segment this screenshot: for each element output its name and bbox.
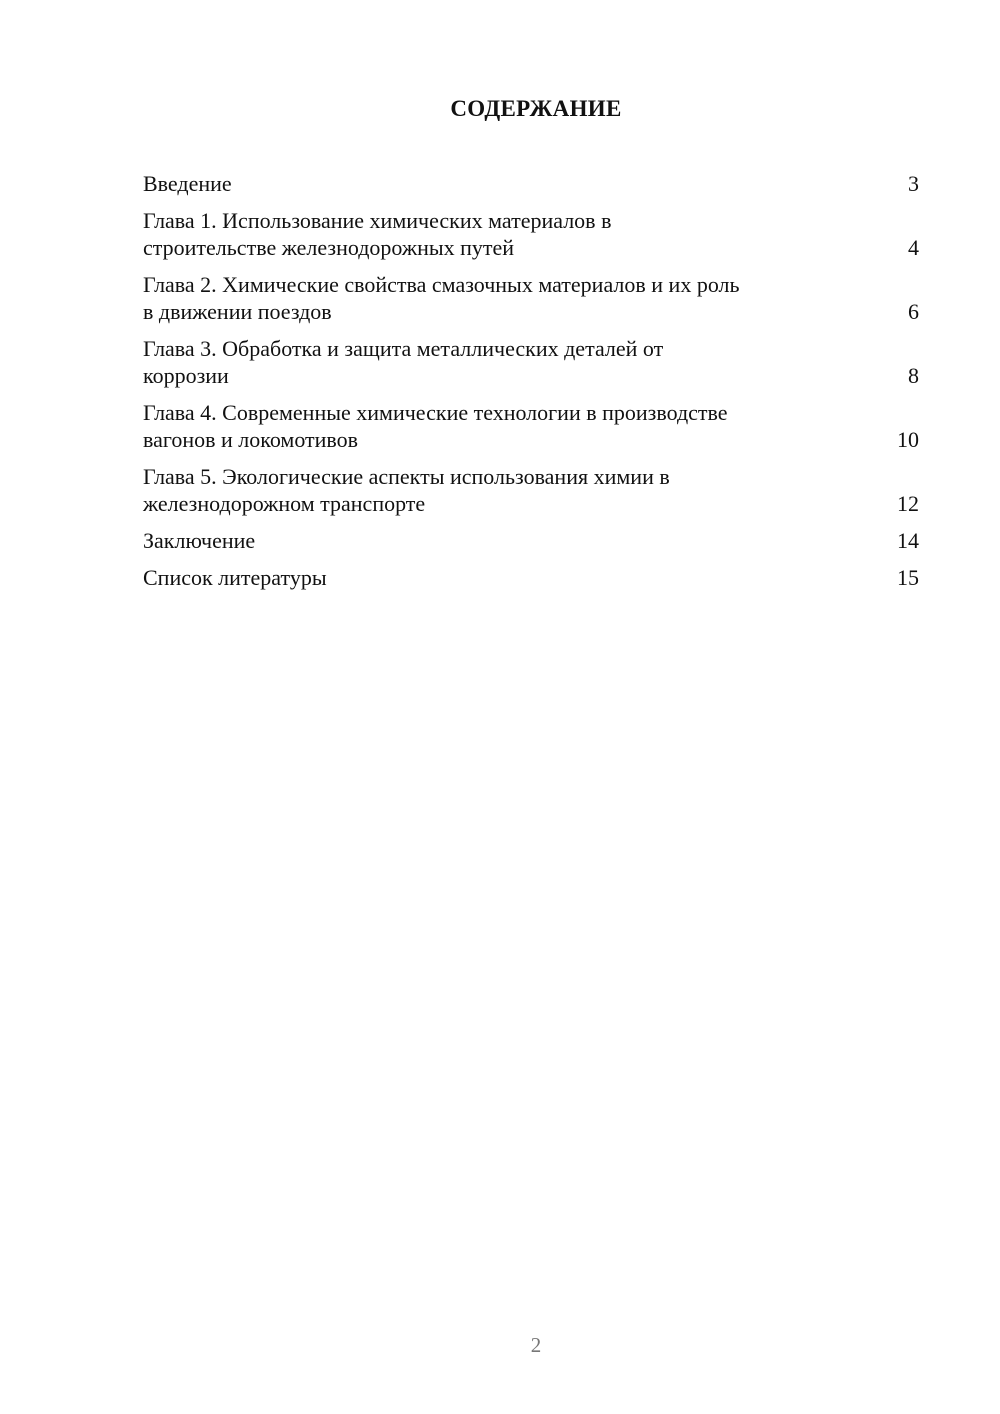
toc-entry-conclusion [143, 527, 919, 554]
toc-entry-text: Глава 5. Экологические аспекты использования химии в железнодорожном транспорте [143, 464, 670, 516]
toc-entry-chapter-1 [143, 207, 919, 261]
toc-entry-page: 12 [897, 491, 919, 516]
toc-entry-page: 14 [897, 528, 919, 553]
toc-entry-text: Введение [143, 171, 232, 196]
toc-entry-chapter-4 [143, 399, 919, 453]
toc-entry-text: Заключение [143, 528, 256, 553]
table-of-contents [143, 170, 919, 601]
toc-entry-chapter-2 [143, 271, 919, 325]
toc-entry-introduction [143, 170, 919, 197]
toc-entry-page: 15 [897, 565, 919, 590]
page-title: СОДЕРЖАНИЕ [450, 96, 622, 121]
toc-entry-chapter-5 [143, 463, 919, 517]
toc-entry-text: Глава 4. Современные химические технологии в производстве вагонов и локомотивов [143, 400, 728, 452]
toc-entry-text: Глава 2. Химические свойства смазочных материалов и их роль в движении поездов [143, 272, 740, 324]
toc-entry-chapter-3 [143, 335, 919, 389]
toc-entry-page: 3 [908, 171, 919, 196]
toc-entry-page: 6 [908, 299, 919, 324]
toc-entry-text: Список литературы [143, 565, 327, 590]
toc-entry-page: 4 [908, 235, 919, 260]
toc-entry-references [143, 564, 919, 591]
toc-entry-page: 10 [897, 427, 919, 452]
toc-entry-text: Глава 3. Обработка и защита металлических деталей от коррозии [143, 336, 664, 388]
page-number: 2 [530, 1333, 542, 1357]
toc-entry-page: 8 [908, 363, 919, 388]
toc-entry-text: Глава 1. Использование химических материалов в строительстве железнодорожных путей [143, 208, 612, 260]
